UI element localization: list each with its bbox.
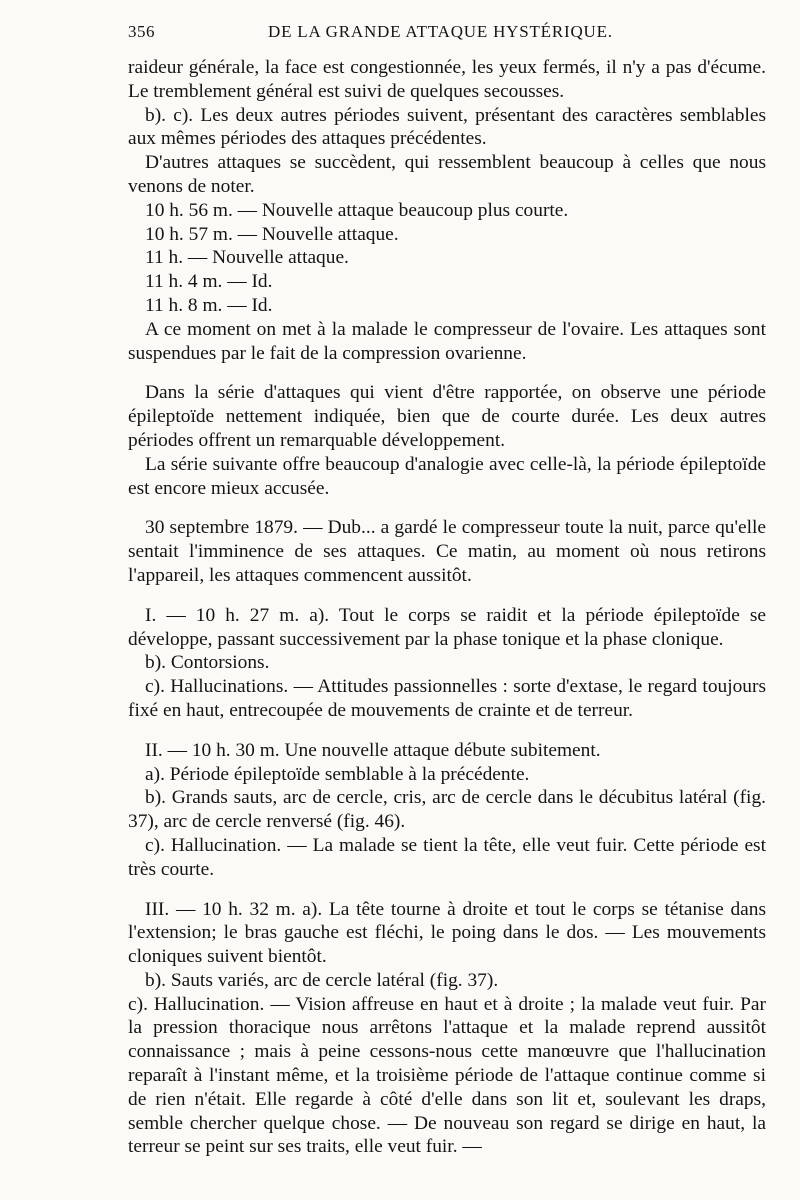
body-paragraph: 10 h. 56 m. — Nouvelle attaque beaucoup plus courte.	[145, 199, 569, 221]
body-paragraph: II. — 10 h. 30 m. Une nouvelle attaque débute subitement.	[145, 739, 601, 761]
body-text	[128, 56, 766, 1159]
body-paragraph: 11 h. 4 m. — Id.	[145, 271, 273, 293]
body-paragraph: c). Hallucinations. — Attitudes passionnelles : sorte d'extase, le regard toujours fixé en haut, entrecoupée de mouvements de crainte et de terreur.	[128, 676, 766, 721]
body-paragraph: A ce moment on met à la malade le compresseur de l'ovaire. Les attaques sont suspendues par le fait de la compression ovarienne.	[128, 318, 766, 364]
body-paragraph: c). Hallucination. — La malade se tient la tête, elle veut fuir. Cette période est très courte.	[128, 834, 766, 880]
running-header	[128, 22, 766, 48]
body-paragraph: a). Période épileptoïde semblable à la précédente.	[145, 763, 530, 785]
body-paragraph: La série suivante offre beaucoup d'analogie avec celle-là, la période épileptoïde est encore mieux accusée.	[128, 453, 766, 499]
body-paragraph: III. — 10 h. 32 m. a). La tête tourne à droite et tout le corps se tétanise dans l'extension; le bras gauche est fléchi, le poing dans le dos. — Les mouvements cloniques suivent bientôt.	[128, 898, 766, 968]
body-paragraph: D'autres attaques se succèdent, qui ressemblent beaucoup à celles que nous venons de noter.	[128, 152, 766, 197]
body-paragraph: 11 h. 8 m. — Id.	[145, 294, 273, 316]
body-paragraph: I. — 10 h. 27 m. a). Tout le corps se raidit et la période épileptoïde se développe, passant successivement par la phase tonique et la phase clonique.	[128, 604, 766, 650]
body-paragraph: Dans la série d'attaques qui vient d'être rapportée, on observe une période épileptoïde nettement indiquée, bien que de courte durée. Les deux autres périodes offrent un remarquable développement.	[128, 382, 766, 451]
running-title: DE LA GRANDE ATTAQUE HYSTÉRIQUE.	[268, 22, 613, 41]
body-paragraph: 10 h. 57 m. — Nouvelle attaque.	[145, 223, 399, 245]
body-paragraph: c). Hallucination. — Vision affreuse en haut et à droite ; la malade veut fuir. Par la pression thoracique nous arrêtons l'attaque et la malade reprend aussitôt connaissance ; mais à peine cessons-nous cette manœuvre que l'hallucination reparaît à l'instant même, et la troisième période de l'attaque continue comme si de rien n'était. Elle regarde à côté d'elle dans son lit et, soulevant les draps, semble chercher quelque chose. — De nouveau son regard se dirige en haut, la terreur se peint sur ses traits, elle veut fuir. —	[128, 993, 766, 1158]
body-paragraph: b). Sauts variés, arc de cercle latéral (fig. 37).	[145, 969, 499, 991]
body-paragraph: raideur générale, la face est congestionnée, les yeux fermés, il n'y a pas d'écume. Le tremblement général est suivi de quelques secousses.	[128, 57, 766, 102]
body-paragraph: 11 h. — Nouvelle attaque.	[145, 247, 349, 269]
body-paragraph: b). Contorsions.	[145, 652, 270, 674]
body-paragraph: 30 septembre 1879. — Dub... a gardé le compresseur toute la nuit, parce qu'elle sentait l'imminence de ses attaques. Ce matin, au moment où nous retirons l'appareil, les attaques commencent aussitôt.	[128, 517, 766, 586]
body-paragraph: b). Grands sauts, arc de cercle, cris, arc de cercle dans le décubitus latéral (fig. 37), arc de cercle renversé (fig. 46).	[128, 787, 766, 833]
body-paragraph: b). c). Les deux autres périodes suivent, présentant des caractères semblables aux mêmes périodes des attaques précédentes.	[128, 104, 766, 150]
page-number: 356	[128, 22, 155, 41]
book-page	[128, 22, 766, 1159]
